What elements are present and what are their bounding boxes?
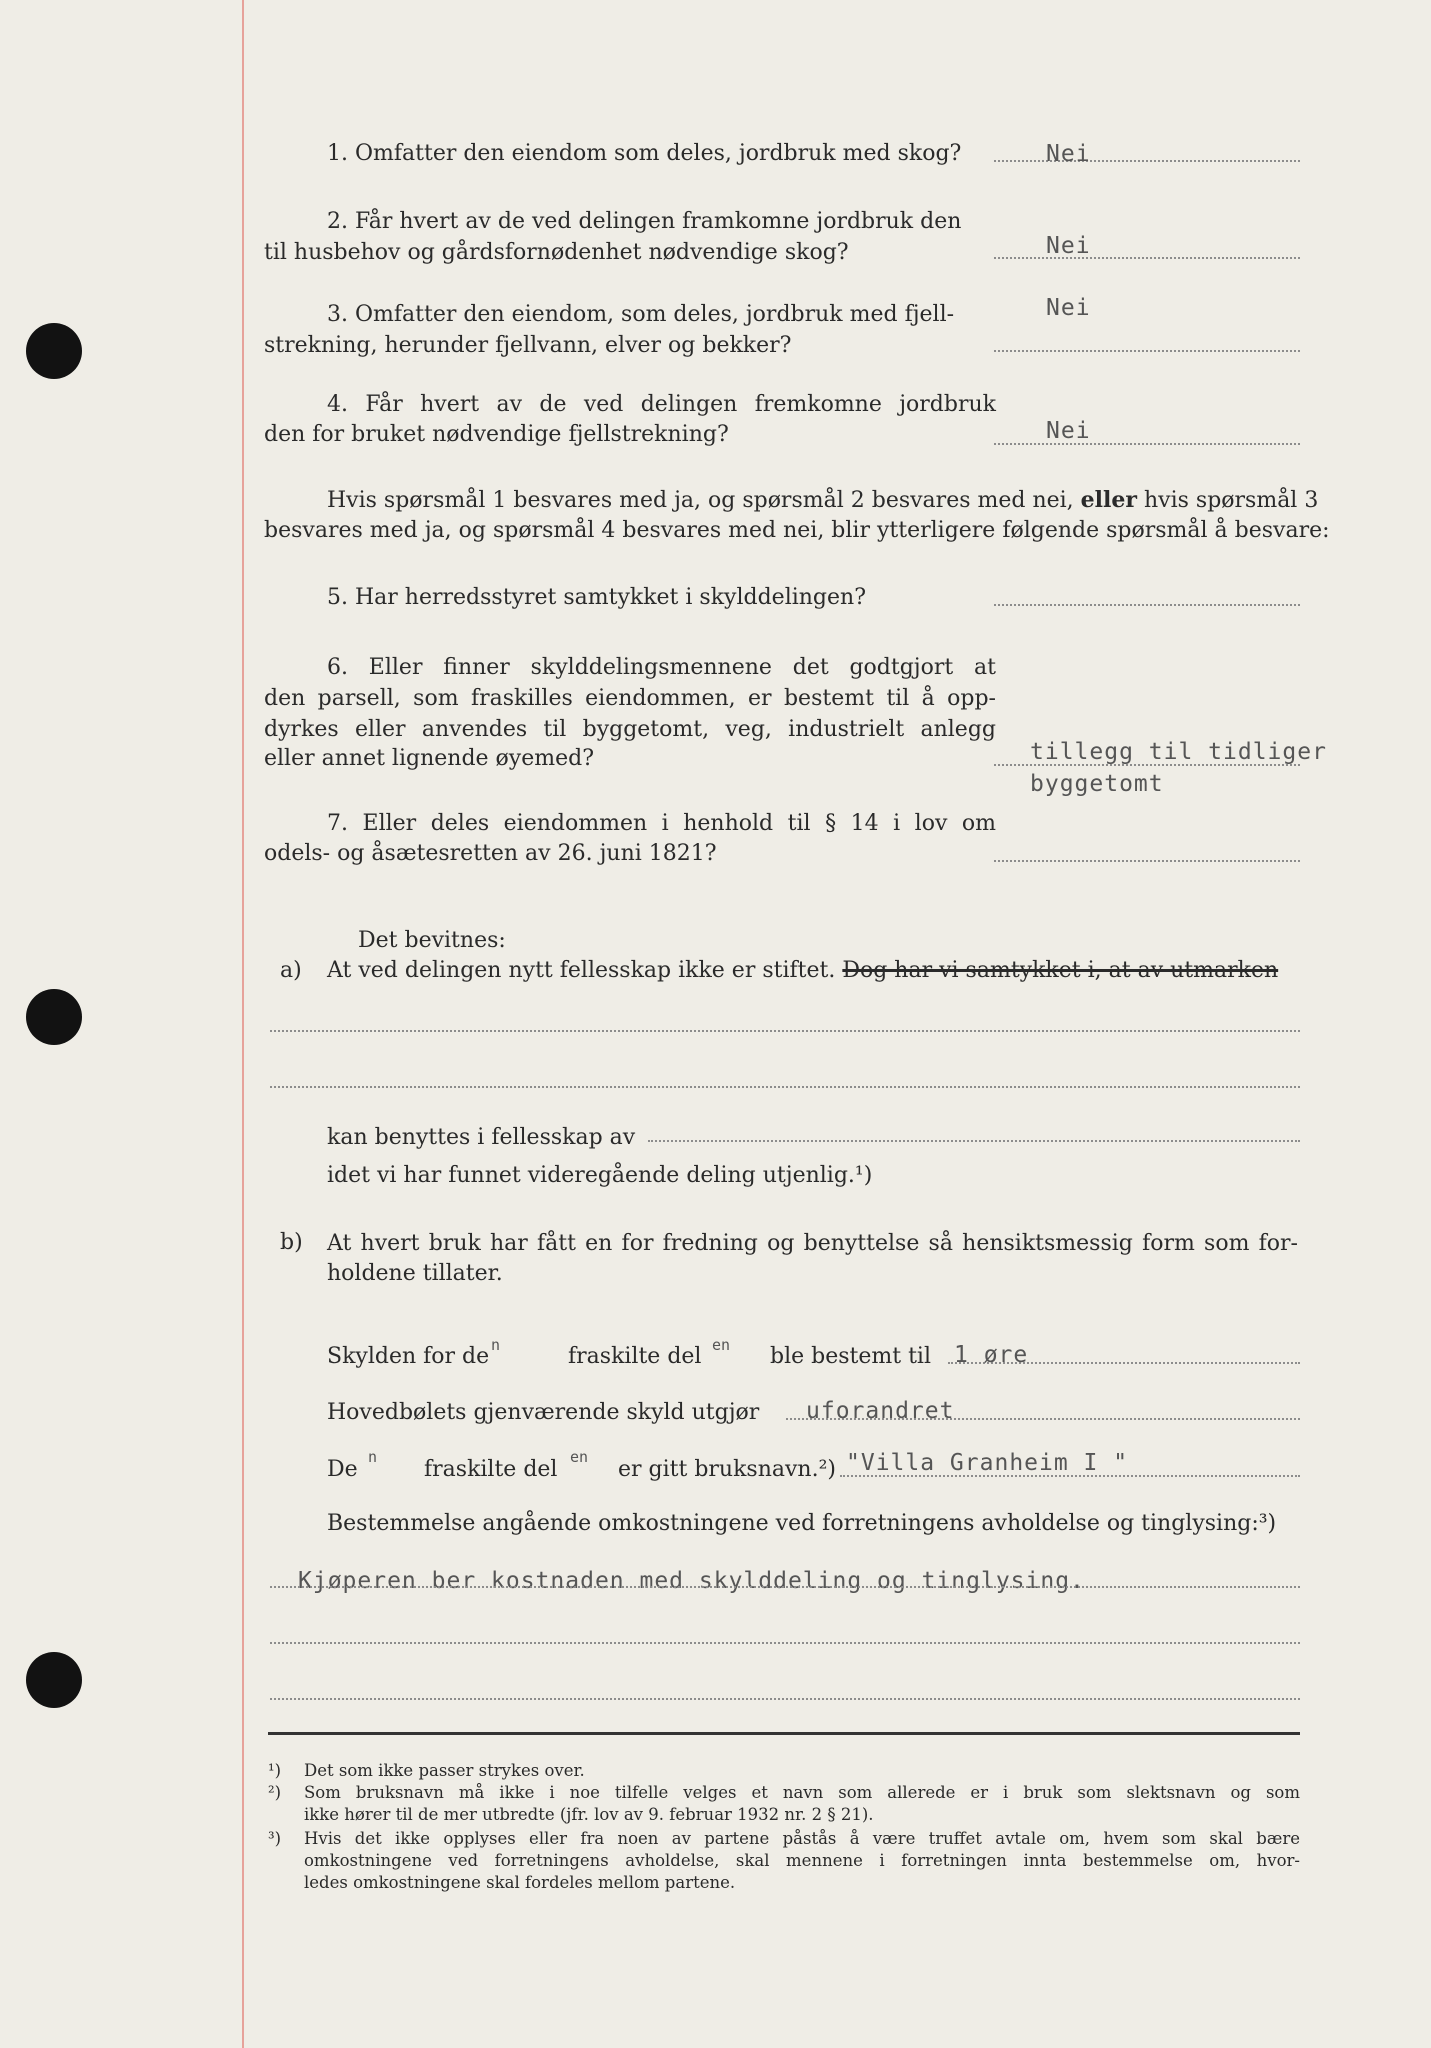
red-margin-line: [242, 0, 244, 2048]
omkost-label: Bestemmelse angående omkostningene ved forretningens avholdelse og tinglysing:³): [327, 1511, 1277, 1536]
answer-line-5: [994, 604, 1300, 606]
attest-a-line-3: kan benyttes i fellesskap av: [327, 1125, 636, 1150]
answer-2: Nei: [1046, 233, 1091, 259]
footnote-3-line-3: ledes omkostningene skal fordeles mellom partene.: [304, 1873, 736, 1892]
answer-line-7: [994, 860, 1300, 862]
skyld-text-1: Skylden for de: [327, 1344, 490, 1369]
footnote-2-line-2: ikke hører til de mer utbredte (jfr. lov av 9. februar 1932 nr. 2 § 21).: [304, 1805, 874, 1824]
hoved-label: Hovedbølets gjenværende skyld utgjør: [327, 1400, 760, 1425]
attest-a-main: At ved delingen nytt fellesskap ikke er stiftet.: [327, 958, 836, 983]
punch-hole-bottom: [26, 1652, 82, 1708]
attest-a-line-4: idet vi har funnet videregående deling utjenlig.¹): [327, 1163, 873, 1188]
attest-a-text: [327, 956, 1278, 986]
answer-6-line-1: tillegg til tidliger: [1030, 739, 1327, 765]
answer-line-4: [994, 443, 1300, 445]
navn-text-2: fraskilte del: [424, 1457, 558, 1482]
question-2-line-2: til husbehov og gårdsfornødenhet nødvendige skog?: [264, 240, 849, 265]
footnote-3-line-2: omkostningene ved forretningens avholdelse, skal mennene i forretningen innta bestemmelse om, hvor-: [304, 1851, 1300, 1870]
question-3-line-1: 3. Omfatter den eiendom, som deles, jordbruk med fjell-: [327, 302, 955, 327]
footnote-2-mark: ²): [268, 1783, 282, 1802]
skyld-de-fill: n: [491, 1336, 501, 1354]
question-4-line-1: 4. Får hvert av de ved delingen fremkomne jordbruk: [327, 392, 996, 417]
skyld-del-fill: en: [712, 1336, 731, 1354]
question-2-line-1: 2. Får hvert av de ved delingen framkomne jordbruk den: [327, 209, 962, 234]
navn-sup-1: n: [368, 1448, 378, 1466]
attest-a-line-3-dots: [648, 1140, 1300, 1142]
question-6-line-4: eller annet lignende øyemed?: [264, 746, 594, 771]
attest-heading: Det bevitnes:: [358, 928, 506, 953]
answer-1: Nei: [1046, 141, 1091, 167]
omkost-line-3: [270, 1698, 1300, 1700]
answer-line-3: [994, 350, 1300, 352]
hoved-value: uforandret: [806, 1398, 955, 1424]
attest-b-line-1: At hvert bruk har fått en for fredning og benyttelse så hensiktsmessig form som for-: [327, 1231, 1298, 1256]
footnote-2-line-1: Som bruksnavn må ikke i noe tilfelle velges et navn som allerede er i bruk som slektsnavn og som: [304, 1783, 1300, 1802]
footnote-rule: [268, 1732, 1300, 1735]
answer-6-line-2: byggetomt: [1030, 771, 1164, 797]
footnote-1: Det som ikke passer strykes over.: [304, 1761, 585, 1780]
question-7-line-1: 7. Eller deles eiendommen i henhold til § 14 i lov om: [327, 811, 996, 836]
attest-b-line-2: holdene tillater.: [327, 1261, 503, 1286]
condition-line-2: besvares med ja, og spørsmål 4 besvares med nei, blir ytterligere følgende spørsmål å besvare:: [264, 518, 1330, 543]
attest-b-label: b): [280, 1230, 303, 1255]
answer-3: Nei: [1046, 295, 1091, 321]
answer-4: Nei: [1046, 418, 1091, 444]
condition-line-1: [327, 485, 1318, 516]
punch-hole-top: [26, 323, 82, 379]
navn-text-1: De: [327, 1457, 358, 1482]
question-5: 5. Har herredsstyret samtykket i skylddelingen?: [327, 585, 866, 610]
navn-value: "Villa Granheim I ": [846, 1450, 1129, 1476]
condition-text-1b: hvis spørsmål 3: [1143, 488, 1319, 513]
attest-a-line-1: [270, 1030, 1300, 1032]
footnote-1-mark: ¹): [268, 1761, 282, 1780]
question-7-line-2: odels- og åsætesretten av 26. juni 1821?: [264, 841, 717, 866]
punch-hole-middle: [26, 989, 82, 1045]
footnote-3-mark: ³): [268, 1829, 282, 1848]
question-4-line-2: den for bruket nødvendige fjellstrekning?: [264, 422, 729, 447]
omkost-line-1: [270, 1586, 1300, 1588]
footnote-3-line-1: Hvis det ikke opplyses eller fra noen av partene påstås å være truffet avtale om, hvem som skal bære: [304, 1829, 1300, 1848]
navn-text-3: er gitt bruksnavn.²): [618, 1457, 836, 1482]
attest-a-line-2: [270, 1086, 1300, 1088]
answer-line-1: [994, 160, 1300, 162]
question-6-line-1: 6. Eller finner skylddelingsmennene det godtgjort at: [327, 655, 996, 680]
skyld-text-3: ble bestemt til: [770, 1344, 931, 1369]
omkost-line-2: [270, 1642, 1300, 1644]
question-6-line-2: den parsell, som fraskilles eiendommen, er bestemt til å opp-: [264, 686, 996, 711]
condition-text-1: Hvis spørsmål 1 besvares med ja, og spørsmål 2 besvares med nei,: [327, 488, 1074, 513]
omkost-value: Kjøperen ber kostnaden med skylddeling og tinglysing.: [298, 1568, 1085, 1594]
answer-line-2: [994, 257, 1300, 259]
skyld-text-2: fraskilte del: [568, 1344, 702, 1369]
condition-eller: eller: [1080, 487, 1137, 513]
question-6-line-3: dyrkes eller anvendes til byggetomt, veg, industrielt anlegg: [264, 717, 996, 742]
question-1: 1. Omfatter den eiendom som deles, jordbruk med skog?: [327, 141, 962, 166]
attest-a-label: a): [280, 958, 302, 983]
navn-sup-2: en: [570, 1448, 589, 1466]
question-3-line-2: strekning, herunder fjellvann, elver og bekker?: [264, 333, 792, 358]
skyld-value: 1 øre: [954, 1342, 1029, 1368]
attest-a-struck: Dog har vi samtykket i, at av utmarken: [842, 958, 1279, 983]
